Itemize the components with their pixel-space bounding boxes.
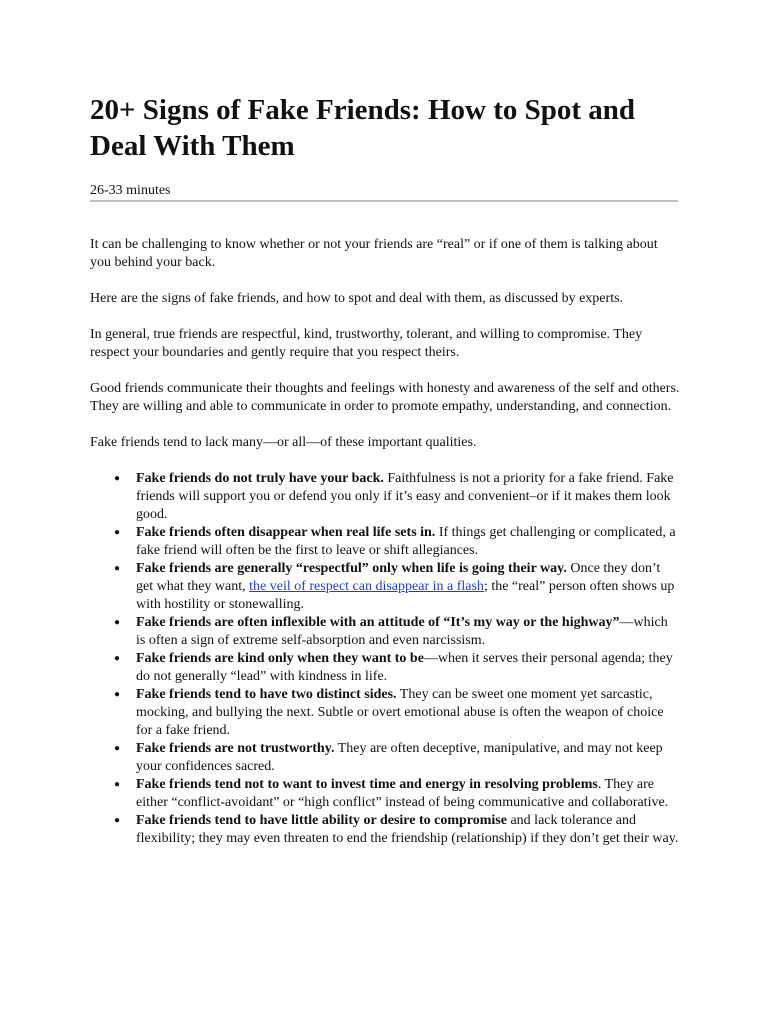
list-item-text: They can be sweet one moment yet sarcastic, mocking, and bullying the next. Subtle or overt emotional abuse is often the weapon of choice for a fake friend. <box>136 687 664 738</box>
list-item-text: and lack tolerance and flexibility; they may even threaten to end the friendship (relationship) if they don’t get their way. <box>136 813 679 846</box>
respect-article-link[interactable]: the veil of respect can disappear in a flash <box>249 579 484 594</box>
list-item-heading: Fake friends tend to have two distinct sides. <box>136 687 397 702</box>
list-item-text: Faithfulness is not a priority for a fake friend. Fake friends will support you or defend you only if it’s easy and convenient–or if it makes them look good. <box>136 471 674 522</box>
divider <box>90 200 678 202</box>
list-item-text: —which is often a sign of extreme self-absorption and even narcissism. <box>136 615 668 648</box>
paragraph: Good friends communicate their thoughts and feelings with honesty and awareness of the self and others. They are willing and able to communicate in order to promote empathy, understanding, and connection. <box>90 381 680 414</box>
bullet-icon: ● <box>114 473 121 484</box>
list-item-text: ; the “real” person often shows up with hostility or stonewalling. <box>136 579 675 612</box>
list-item <box>90 812 680 848</box>
signs-list <box>90 470 680 848</box>
list-item-text: —when it serves their personal agenda; they do not generally “lead” with kindness in life. <box>136 651 673 684</box>
list-item-text: . They are either “conflict-avoidant” or “high conflict” instead of being communicative and collaborative. <box>136 777 669 810</box>
list-item-heading: Fake friends are not trustworthy. <box>136 741 335 756</box>
list-item <box>90 614 680 650</box>
list-item-text: They are often deceptive, manipulative, and may not keep your confidences sacred. <box>136 741 663 774</box>
paragraph: Here are the signs of fake friends, and how to spot and deal with them, as discussed by experts. <box>90 291 624 306</box>
bullet-icon: ● <box>114 815 121 826</box>
list-item-text: If things get challenging or complicated, a fake friend will often be the first to leave or shift allegiances. <box>136 525 676 558</box>
list-item <box>90 524 680 560</box>
list-item-heading: Fake friends do not truly have your back. <box>136 471 384 486</box>
list-item <box>90 686 680 740</box>
list-item-heading: Fake friends often disappear when real life sets in. <box>136 525 436 540</box>
list-item-heading: Fake friends are often inflexible with an attitude of “It’s my way or the highway” <box>136 615 620 630</box>
list-item-text: Once they don’t get what they want, <box>136 561 661 594</box>
list-item <box>90 776 680 812</box>
list-item <box>90 470 680 524</box>
bullet-icon: ● <box>114 779 121 790</box>
article-title: 20+ Signs of Fake Friends: How to Spot and Deal With Them <box>90 94 636 162</box>
list-item <box>90 740 680 776</box>
list-item <box>90 650 680 686</box>
list-item <box>90 560 680 614</box>
read-time: 26-33 minutes <box>90 183 171 198</box>
list-item-heading: Fake friends are kind only when they want to be <box>136 651 424 666</box>
bullet-icon: ● <box>114 689 121 700</box>
paragraph: Fake friends tend to lack many—or all—of these important qualities. <box>90 435 477 450</box>
bullet-icon: ● <box>114 653 121 664</box>
bullet-icon: ● <box>114 563 121 574</box>
bullet-icon: ● <box>114 617 121 628</box>
list-item-heading: Fake friends are generally “respectful” only when life is going their way. <box>136 561 567 576</box>
list-item-heading: Fake friends tend not to want to invest time and energy in resolving problems <box>136 777 598 792</box>
bullet-icon: ● <box>114 527 121 538</box>
list-item-heading: Fake friends tend to have little ability or desire to compromise <box>136 813 507 828</box>
paragraph: It can be challenging to know whether or not your friends are “real” or if one of them is talking about you behind your back. <box>90 237 658 270</box>
paragraph: In general, true friends are respectful, kind, trustworthy, tolerant, and willing to compromise. They respect your boundaries and gently require that you respect theirs. <box>90 327 643 360</box>
article-body <box>90 236 680 848</box>
bullet-icon: ● <box>114 743 121 754</box>
